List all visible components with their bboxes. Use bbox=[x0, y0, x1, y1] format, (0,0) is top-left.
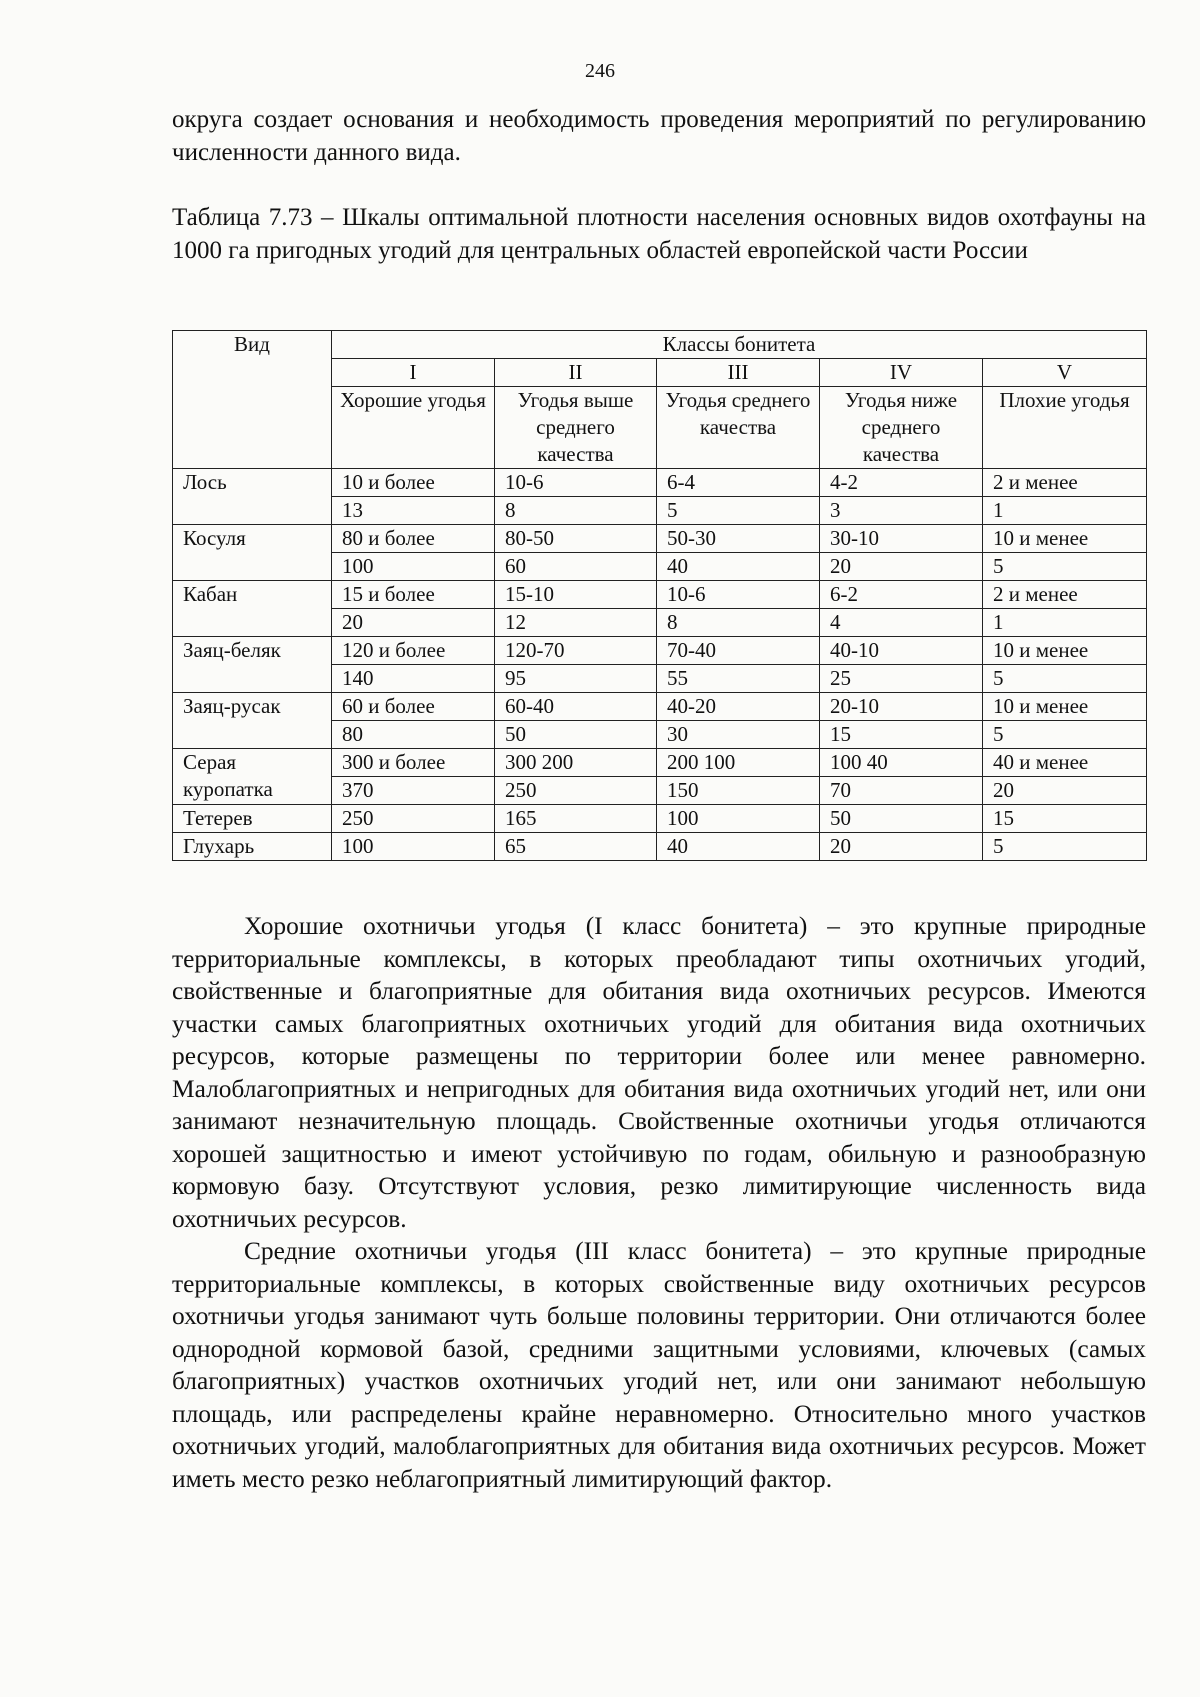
optimal-density-cell: 50 bbox=[820, 805, 983, 833]
optimal-density-cell: 8 bbox=[657, 609, 820, 637]
density-range-cell: 10-6 bbox=[657, 581, 820, 609]
density-range-cell: 40-20 bbox=[657, 693, 820, 721]
density-range-cell: 6-2 bbox=[820, 581, 983, 609]
density-range-cell: 40-10 bbox=[820, 637, 983, 665]
optimal-density-cell: 100 bbox=[332, 553, 495, 581]
optimal-density-cell: 50 bbox=[495, 721, 657, 749]
density-range-cell: 60 и более bbox=[332, 693, 495, 721]
density-range-cell: 300 200 bbox=[495, 749, 657, 777]
species-cell: Кабан bbox=[173, 581, 332, 637]
density-range-cell: 300 и более bbox=[332, 749, 495, 777]
density-range-cell: 15 и более bbox=[332, 581, 495, 609]
page-number: 246 bbox=[585, 60, 615, 82]
optimal-density-cell: 55 bbox=[657, 665, 820, 693]
table-row bbox=[173, 805, 1147, 833]
density-range-cell: 6-4 bbox=[657, 469, 820, 497]
optimal-density-cell: 165 bbox=[495, 805, 657, 833]
optimal-density-cell: 20 bbox=[820, 553, 983, 581]
optimal-density-cell: 65 bbox=[495, 833, 657, 861]
density-range-cell: 80 и более bbox=[332, 525, 495, 553]
density-range-cell: 15-10 bbox=[495, 581, 657, 609]
optimal-density-cell: 12 bbox=[495, 609, 657, 637]
class-description-1: Хорошие угодья bbox=[332, 387, 495, 469]
optimal-density-cell: 40 bbox=[657, 553, 820, 581]
species-line: куропатка bbox=[183, 777, 273, 801]
class-header-3: III bbox=[657, 359, 820, 387]
density-range-cell: 120-70 bbox=[495, 637, 657, 665]
density-range-cell: 2 и менее bbox=[983, 581, 1147, 609]
header-bonitet-classes: Классы бонитета bbox=[332, 331, 1147, 359]
density-range-cell: 4-2 bbox=[820, 469, 983, 497]
density-range-cell: 40 и менее bbox=[983, 749, 1147, 777]
optimal-density-cell: 5 bbox=[657, 497, 820, 525]
optimal-density-cell: 5 bbox=[983, 665, 1147, 693]
body-paragraph-medium-lands: Средние охотничьи угодья (III класс бонитета) – это крупные природные территориальные комплексы, в которых свойственные виду охотничьих ресурсов охотничьи угодья занимают чуть больше половины территории. Они отличаются более однородной кормовой базой, средними защитными условиями, ключевых (самых благоприятных) участков охотничьих угодий нет, или они занимают небольшую площадь, или распределены крайне неравномерно. Относительно много участков охотничьих угодий, малоблагоприятных для обитания вида охотничьих ресурсов. Может иметь место резко неблагоприятный лимитирующий фактор. bbox=[172, 1237, 1146, 1493]
density-range-cell: 120 и более bbox=[332, 637, 495, 665]
density-range-cell: 10 и более bbox=[332, 469, 495, 497]
body-text bbox=[172, 910, 1146, 1495]
optimal-density-cell: 1 bbox=[983, 497, 1147, 525]
optimal-density-cell: 5 bbox=[983, 721, 1147, 749]
optimal-density-cell: 100 bbox=[657, 805, 820, 833]
class-description-5: Плохие угодья bbox=[983, 387, 1147, 469]
density-range-cell: 60-40 bbox=[495, 693, 657, 721]
optimal-density-cell: 13 bbox=[332, 497, 495, 525]
optimal-density-cell: 3 bbox=[820, 497, 983, 525]
optimal-density-cell: 95 bbox=[495, 665, 657, 693]
table-row bbox=[173, 525, 1147, 553]
species-cell bbox=[173, 749, 332, 805]
species-line: Серая bbox=[183, 750, 237, 774]
density-range-cell: 2 и менее bbox=[983, 469, 1147, 497]
optimal-density-cell: 15 bbox=[820, 721, 983, 749]
density-range-cell: 10-6 bbox=[495, 469, 657, 497]
optimal-density-cell: 30 bbox=[657, 721, 820, 749]
class-description-3: Угодья среднего качества bbox=[657, 387, 820, 469]
optimal-density-cell: 20 bbox=[332, 609, 495, 637]
optimal-density-cell: 80 bbox=[332, 721, 495, 749]
optimal-density-cell: 4 bbox=[820, 609, 983, 637]
species-cell: Лось bbox=[173, 469, 332, 525]
table-row bbox=[173, 637, 1147, 665]
optimal-density-cell: 5 bbox=[983, 833, 1147, 861]
optimal-density-cell: 70 bbox=[820, 777, 983, 805]
optimal-density-cell: 20 bbox=[983, 777, 1147, 805]
table-row bbox=[173, 693, 1147, 721]
header-species: Вид bbox=[173, 331, 332, 469]
optimal-density-cell: 40 bbox=[657, 833, 820, 861]
optimal-density-cell: 150 bbox=[657, 777, 820, 805]
species-cell: Заяц-русак bbox=[173, 693, 332, 749]
optimal-density-cell: 5 bbox=[983, 553, 1147, 581]
species-cell: Косуля bbox=[173, 525, 332, 581]
intro-paragraph: округа создает основания и необходимость проведения мероприятий по регулированию численности данного вида. bbox=[172, 106, 1146, 166]
optimal-density-cell: 60 bbox=[495, 553, 657, 581]
table-row bbox=[173, 581, 1147, 609]
optimal-density-cell: 250 bbox=[332, 805, 495, 833]
bonitet-table bbox=[172, 330, 1147, 861]
density-range-cell: 20-10 bbox=[820, 693, 983, 721]
species-cell: Глухарь bbox=[173, 833, 332, 861]
table-caption: Таблица 7.73 – Шкалы оптимальной плотности населения основных видов охотфауны на 1000 га пригодных угодий для центральных областей европейской части России bbox=[172, 204, 1146, 264]
optimal-density-cell: 20 bbox=[820, 833, 983, 861]
class-header-1: I bbox=[332, 359, 495, 387]
optimal-density-cell: 15 bbox=[983, 805, 1147, 833]
density-range-cell: 10 и менее bbox=[983, 637, 1147, 665]
species-cell: Тетерев bbox=[173, 805, 332, 833]
density-range-cell: 50-30 bbox=[657, 525, 820, 553]
density-range-cell: 100 40 bbox=[820, 749, 983, 777]
density-range-cell: 80-50 bbox=[495, 525, 657, 553]
species-cell: Заяц-беляк bbox=[173, 637, 332, 693]
class-description-2: Угодья выше среднего качества bbox=[495, 387, 657, 469]
density-range-cell: 10 и менее bbox=[983, 525, 1147, 553]
density-range-cell: 70-40 bbox=[657, 637, 820, 665]
optimal-density-cell: 140 bbox=[332, 665, 495, 693]
density-range-cell: 10 и менее bbox=[983, 693, 1147, 721]
optimal-density-cell: 370 bbox=[332, 777, 495, 805]
optimal-density-cell: 100 bbox=[332, 833, 495, 861]
body-paragraph-good-lands: Хорошие охотничьи угодья (I класс бонитета) – это крупные природные территориальные комплексы, в которых преобладают типы охотничьих угодий, свойственные и благоприятные для обитания вида охотничьих ресурсов. Имеются участки самых благоприятных охотничьих угодий для обитания вида охотничьих ресурсов, которые размещены по территории более или менее равномерно. Малоблагоприятных и непригодных для обитания вида охотничьих угодий нет, или они занимают незначительную площадь. Свойственные охотничьи угодья отличаются хорошей защитностью и имеют устойчивую по годам, обильную и разнообразную кормовую базу. Отсутствуют условия, резко лимитирующие численность вида охотничьих ресурсов. bbox=[172, 912, 1146, 1233]
optimal-density-cell: 1 bbox=[983, 609, 1147, 637]
class-description-4: Угодья ниже среднего качества bbox=[820, 387, 983, 469]
density-range-cell: 30-10 bbox=[820, 525, 983, 553]
density-range-cell: 200 100 bbox=[657, 749, 820, 777]
table-row bbox=[173, 749, 1147, 777]
table-row bbox=[173, 833, 1147, 861]
class-header-2: II bbox=[495, 359, 657, 387]
optimal-density-cell: 25 bbox=[820, 665, 983, 693]
optimal-density-cell: 8 bbox=[495, 497, 657, 525]
class-header-5: V bbox=[983, 359, 1147, 387]
table-row bbox=[173, 469, 1147, 497]
class-header-4: IV bbox=[820, 359, 983, 387]
optimal-density-cell: 250 bbox=[495, 777, 657, 805]
